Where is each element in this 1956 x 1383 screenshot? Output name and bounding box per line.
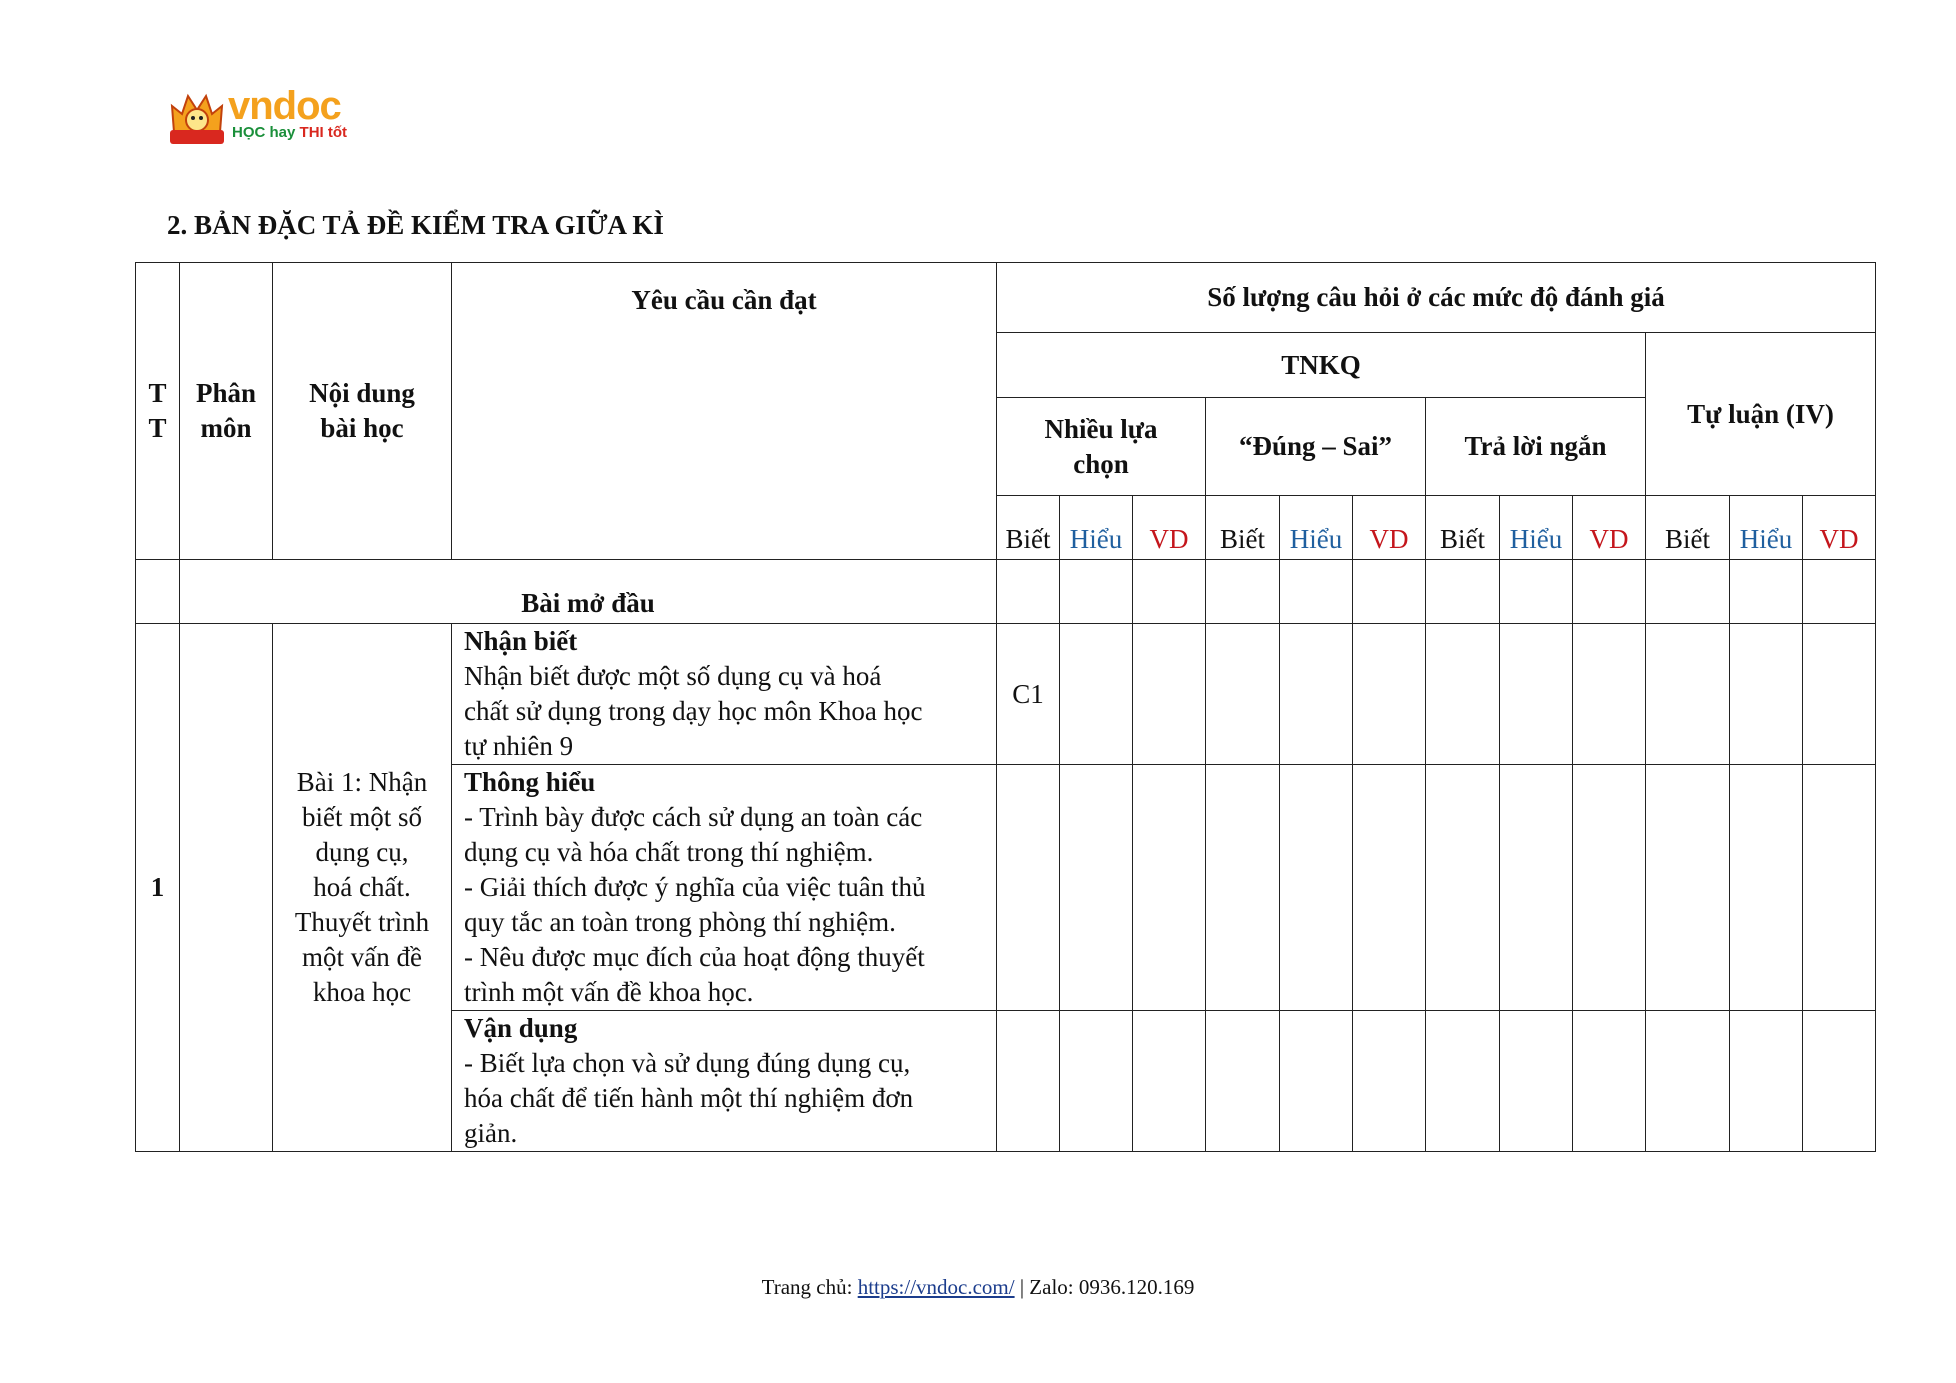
row-phan-mon: [180, 624, 273, 1152]
section-title: Bài mở đầu: [180, 560, 997, 624]
requirement-van-dung: Vận dụng - Biết lựa chọn và sử dụng đúng dụng cụ, hóa chất để tiến hành một thí nghiệm đơn giản.: [452, 1011, 997, 1152]
row-tt: 1: [136, 624, 180, 1152]
row-nhan-biet: [136, 624, 1876, 765]
logo-tagline: HỌC hay THI tốt: [232, 124, 348, 141]
specification-table: [135, 262, 1876, 1152]
level-hieu: Hiểu: [1060, 496, 1133, 560]
requirement-thong-hieu: Thông hiểu - Trình bày được cách sử dụng an toàn các dụng cụ và hóa chất trong thí nghiệm. - Giải thích được ý nghĩa của việc tuân thủ quy tắc an toàn trong phòng thí nghiệm. - Nêu được mục đích của hoạt động thuyết trình một vấn đề khoa học.: [452, 765, 997, 1011]
level-biet: Biết: [1646, 496, 1730, 560]
level-biet: Biết: [1426, 496, 1500, 560]
level-hieu: Hiểu: [1280, 496, 1353, 560]
level-biet: Biết: [997, 496, 1060, 560]
level-hieu: Hiểu: [1500, 496, 1573, 560]
header-tra-loi-ngan: Trả lời ngắn: [1426, 398, 1646, 496]
logo-brand: vndoc: [228, 84, 341, 128]
question-code: C1: [997, 624, 1060, 765]
header-tt: T T: [136, 263, 180, 560]
section-row: [136, 560, 1876, 624]
header-noi-dung: Nội dung bài học: [273, 263, 452, 560]
header-nhieu-lua-chon: Nhiều lựa chọn: [997, 398, 1206, 496]
header-tnkq: TNKQ: [997, 333, 1646, 398]
vndoc-logo: [168, 84, 368, 148]
level-vd: VD: [1803, 496, 1876, 560]
homepage-link[interactable]: https://vndoc.com/: [857, 1275, 1015, 1299]
header-so-luong: Số lượng câu hỏi ở các mức độ đánh giá: [997, 263, 1876, 333]
row-lesson: Bài 1: Nhận biết một số dụng cụ, hoá chất. Thuyết trình một vấn đề khoa học: [273, 624, 452, 1152]
requirement-nhan-biet: Nhận biết Nhận biết được một số dụng cụ và hoá chất sử dụng trong dạy học môn Khoa học tự nhiên 9: [452, 624, 997, 765]
header-yeu-cau: Yêu cầu cần đạt: [452, 263, 997, 560]
page-footer: Trang chủ: https://vndoc.com/ | Zalo: 0936.120.169: [761, 1275, 1195, 1299]
level-vd: VD: [1133, 496, 1206, 560]
page-title: 2. BẢN ĐẶC TẢ ĐỀ KIỂM TRA GIỮA KÌ: [167, 210, 664, 240]
level-vd: VD: [1573, 496, 1646, 560]
level-biet: Biết: [1206, 496, 1280, 560]
mascot-icon: [168, 84, 226, 148]
level-hieu: Hiểu: [1730, 496, 1803, 560]
level-vd: VD: [1353, 496, 1426, 560]
header-row-1: [136, 263, 1876, 333]
header-dung-sai: “Đúng – Sai”: [1206, 398, 1426, 496]
header-tu-luan: Tự luận (IV): [1646, 333, 1876, 496]
header-phan-mon: Phân môn: [180, 263, 273, 560]
